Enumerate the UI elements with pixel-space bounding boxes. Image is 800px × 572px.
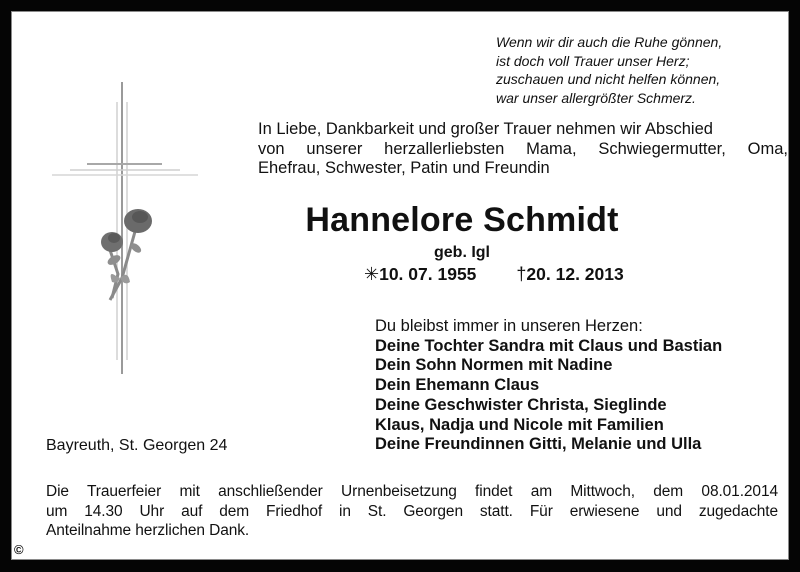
birth-date: 10. 07. 1955 xyxy=(379,264,477,284)
mourner-line: Deine Freundinnen Gitti, Melanie und Ulla xyxy=(375,435,702,454)
mourner-line: Dein Sohn Normen mit Nadine xyxy=(375,356,613,375)
mourners-list xyxy=(375,317,722,455)
poem-line: zuschauen und nicht helfen können, xyxy=(496,71,721,87)
intro-line: von unserer herzallerliebsten Mama, Schwiegermutter, Oma, xyxy=(258,139,788,158)
mourner-line: Deine Tochter Sandra mit Claus und Bastian xyxy=(375,336,723,355)
life-dates xyxy=(364,264,624,285)
mourners-heading: Du bleibst immer in unseren Herzen: xyxy=(375,317,643,335)
intro-text xyxy=(258,120,788,179)
intro-line: Ehefrau, Schwester, Patin und Freundin xyxy=(258,159,550,177)
notice-line: um 14.30 Uhr auf dem Friedhof in St. Georgen statt. Für erwiesene und zugedachte xyxy=(46,502,778,520)
obituary-card xyxy=(11,11,789,560)
poem-line: war unser allergrößter Schmerz. xyxy=(496,89,696,106)
birth-star-icon: ✳ xyxy=(364,264,380,284)
mourner-line: Dein Ehemann Claus xyxy=(375,376,540,395)
maiden-name: geb. Igl xyxy=(434,244,490,261)
address: Bayreuth, St. Georgen 24 xyxy=(46,437,228,454)
mourner-line: Deine Geschwister Christa, Sieglinde xyxy=(375,395,667,414)
death-dagger-icon: † xyxy=(516,264,527,284)
funeral-notice xyxy=(46,482,778,541)
notice-line: Anteilnahme herzlichen Dank. xyxy=(46,522,250,539)
deceased-name: Hannelore Schmidt xyxy=(305,201,619,239)
poem-line: Wenn wir dir auch die Ruhe gönnen, xyxy=(496,34,723,50)
copyright-icon: © xyxy=(14,542,24,557)
death-date: 20. 12. 2013 xyxy=(526,264,624,284)
poem-line: ist doch voll Trauer unser Herz; xyxy=(496,52,690,69)
notice-line: Die Trauerfeier mit anschließender Urnenbeisetzung findet am Mittwoch, dem 08.01.2014 xyxy=(46,483,778,500)
cross-with-roses-icon xyxy=(52,78,222,384)
poem xyxy=(496,33,786,107)
mourner-line: Klaus, Nadja und Nicole mit Familien xyxy=(375,415,664,434)
intro-line: In Liebe, Dankbarkeit und großer Trauer nehmen wir Abschied xyxy=(258,120,713,138)
